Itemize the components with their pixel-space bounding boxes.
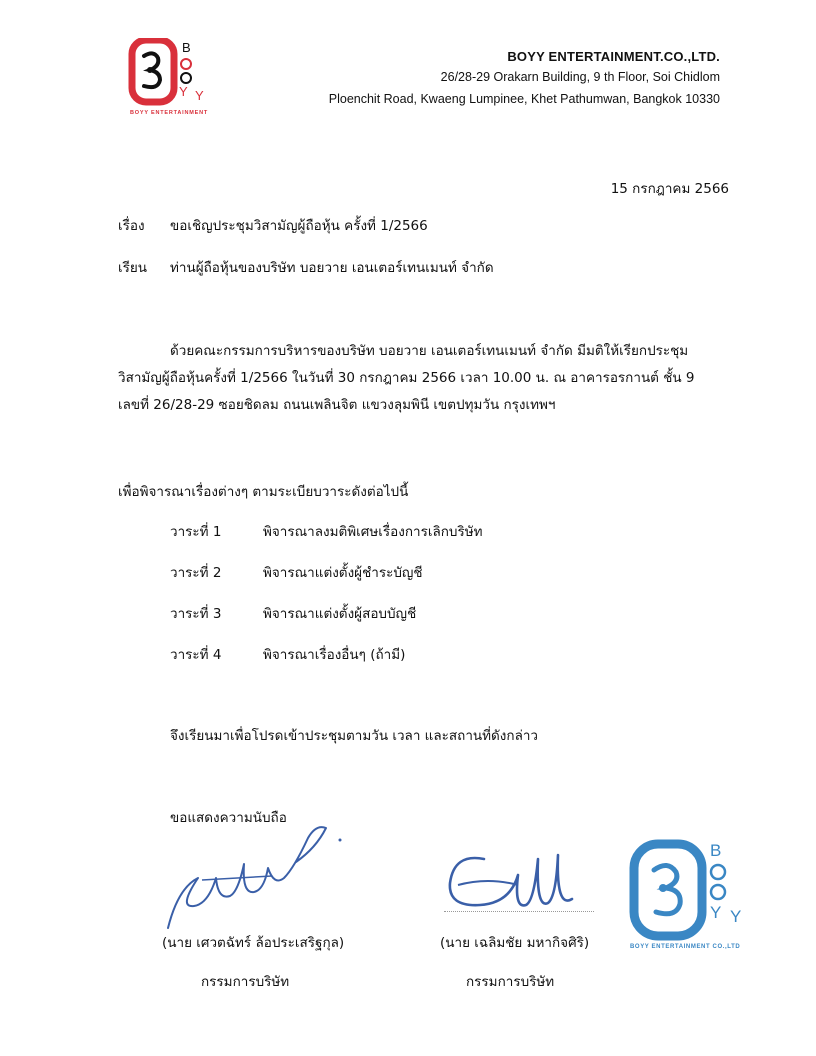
boyy-logo-icon — [128, 38, 218, 118]
signer-1-position: กรรมการบริษัท — [201, 974, 290, 990]
company-seal-icon — [626, 830, 766, 952]
recipient-text: ท่านผู้ถือหุ้นของบริษัท บอยวาย เอนเตอร์เทนเมนท์ จำกัด — [170, 260, 494, 276]
regards-text: ขอแสดงความนับถือ — [170, 810, 287, 826]
agenda-number: วาระที่ 4 — [170, 647, 222, 663]
signer-2-position: กรรมการบริษัท — [466, 974, 555, 990]
recipient-label: เรียน — [118, 260, 148, 276]
letter-date: 15 กรกฎาคม 2566 — [610, 181, 729, 197]
body-paragraph — [118, 338, 708, 419]
company-address-line1: 26/28-29 Orakarn Building, 9 th Floor, Soi Chidlom — [440, 70, 720, 84]
signature-1-icon — [162, 820, 362, 944]
logo-wordmark: BOYY ENTERTAINMENT — [130, 110, 209, 116]
svg-text:B: B — [710, 841, 722, 860]
agenda-item — [170, 604, 590, 624]
svg-text:B: B — [182, 40, 191, 55]
body-line: ด้วยคณะกรรมการบริหารของบริษัท บอยวาย เอนเตอร์เทนเมนท์ จำกัด มีมติให้เรียกประชุม — [170, 343, 689, 359]
agenda-text: พิจารณาเรื่องอื่นๆ (ถ้ามี) — [263, 647, 406, 663]
signature-2-icon — [444, 845, 584, 919]
closing-text: จึงเรียนมาเพื่อโปรดเข้าประชุมตามวัน เวลา และสถานที่ดังกล่าว — [170, 728, 539, 744]
seal-wordmark: BOYY ENTERTAINMENT CO.,LTD — [630, 944, 741, 950]
agenda-text: พิจารณาแต่งตั้งผู้ชำระบัญชี — [263, 565, 423, 581]
signature-line — [444, 911, 594, 912]
agenda-item — [170, 522, 590, 542]
svg-text:Y: Y — [195, 88, 204, 103]
agenda-item — [170, 563, 590, 583]
agenda-text: พิจารณาแต่งตั้งผู้สอบบัญชี — [263, 606, 417, 622]
agenda-intro: เพื่อพิจารณาเรื่องต่างๆ ตามระเบียบวาระดังต่อไปนี้ — [118, 484, 409, 500]
company-address-line2: Ploenchit Road, Kwaeng Lumpinee, Khet Pathumwan, Bangkok 10330 — [328, 92, 720, 106]
signer-1-name: (นาย เศวตฉัทร์ ล้อประเสริฐกุล) — [162, 935, 345, 951]
agenda-item — [170, 645, 590, 665]
agenda-text: พิจารณาลงมติพิเศษเรื่องการเลิกบริษัท — [263, 524, 483, 540]
subject-label: เรื่อง — [118, 218, 145, 234]
body-line: วิสามัญผู้ถือหุ้นครั้งที่ 1/2566 ในวันที่ 30 กรกฎาคม 2566 เวลา 10.00 น. ณ อาคารอรกานต์ ชั้น 9 — [118, 370, 695, 386]
subject-text: ขอเชิญประชุมวิสามัญผู้ถือหุ้น ครั้งที่ 1/2566 — [170, 218, 428, 234]
svg-text:Y: Y — [179, 84, 188, 99]
agenda-number: วาระที่ 2 — [170, 565, 222, 581]
agenda-number: วาระที่ 3 — [170, 606, 222, 622]
body-line: เลขที่ 26/28-29 ซอยชิดลม ถนนเพลินจิต แขวงลุมพินี เขตปทุมวัน กรุงเทพฯ — [118, 397, 556, 413]
company-name: BOYY ENTERTAINMENT.CO.,LTD. — [507, 49, 720, 64]
svg-text:Y: Y — [730, 907, 742, 926]
signer-2-name: (นาย เฉลิมชัย มหากิจศิริ) — [440, 935, 590, 951]
svg-text:Y: Y — [710, 903, 722, 922]
agenda-number: วาระที่ 1 — [170, 524, 222, 540]
